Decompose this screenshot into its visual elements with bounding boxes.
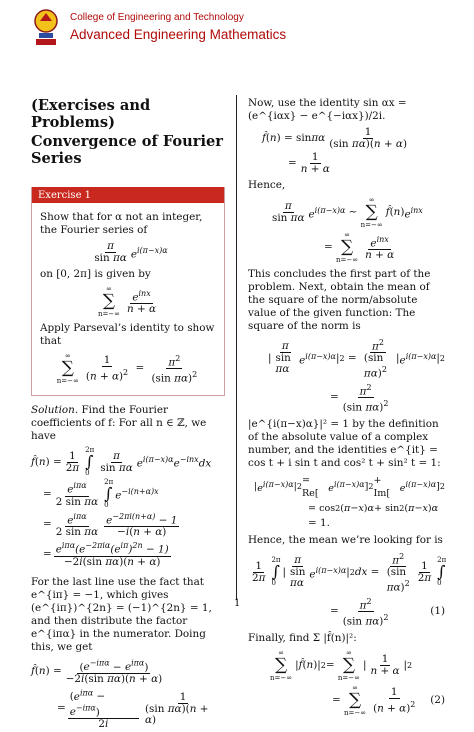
paragraph-last-line: For the last line use the fact that e^{iπ} = −1, which gives (e^{iπ})^{2n} = (−1)^{2n} = 1, and then distribute the factor e^{iπα} in the numerator. Doing this, we get — [31, 575, 212, 653]
course-name: Advanced Engineering Mathematics — [70, 27, 287, 42]
coefficient-line-4: = $\frac{e^{i\pi\alpha}(e^{-2\pi i\alpha}(e^{i\pi})^{2n} - 1)}{\text{−2i(sin πα)(n + α)}}$ — [43, 541, 169, 568]
norm-line-2: = $\frac{\pi^2}{(\sin \pi\alpha)^2}$ — [330, 382, 389, 414]
exercise-text-1: Show that for α not an integer, the Fourier series of — [40, 211, 203, 236]
mean-paragraph: Hence, the mean we’re looking for is — [248, 533, 443, 546]
abs-line-2: = cos 2 ( π − x ) α + sin 2 ( π − x ) α — [308, 502, 439, 514]
equation-parseval: ∞ ∑ n=−∞ $\frac{1}{(n + \alpha)^2}$ = $\frac{\pi^2}{(\sin \pi\alpha)^2}$ — [56, 352, 198, 385]
coefficient-result-1: f̂ ( n ) = $\frac{(e^{-i\pi\alpha} - e^{i\pi\alpha})}{\text{−2i(sin πα)(n + α)}}$ — [31, 658, 163, 686]
coefficient-line-1: f̂ ( n ) = $\frac{1}{2\pi}$ 2π ∫ 0 $\frac{\pi}{\text{sin πα}}$ $e^{i(\pi-x)\alpha}e^{-inx}dx$ — [31, 446, 212, 477]
exercise-body — [32, 203, 224, 395]
title-line-2: Convergence of Fourier Series — [31, 133, 223, 167]
college-logo-icon — [30, 7, 62, 47]
equation-f: $\frac{\pi}{\text{sin πα}}$ $e^{i(\pi-x)\alpha}$ — [94, 240, 168, 264]
abs-line-3: = 1. — [308, 516, 330, 529]
exercise-text-2: on [0, 2π] is given by — [40, 268, 151, 280]
abs-line-1: | $e^{i(\pi-x)\alpha}$ | 2 = Re[ $e^{i(\pi-x)\alpha}$ ] 2 + Im[ $e^{i(\pi-x)\alpha}$ ] 2 — [254, 474, 445, 499]
college-name: College of Engineering and Technology — [70, 12, 244, 23]
page-header — [0, 0, 474, 60]
sum-line-1: ∞ ∑ n=−∞ | f̂ ( n )| 2 = ∞ ∑ n=−∞ | $\frac{1}{n + \alpha}$ | 2 — [270, 648, 413, 682]
exercise-tab: Exercise 1 — [32, 187, 224, 203]
hence-label: Hence, — [248, 179, 286, 191]
coefficient-result-2: = $\frac{(e^{i\pi\alpha} - e^{-i\pi\alpha})}{2i}$ $\frac{1}{\text{(sin πα)(n + α)}}$ — [57, 688, 209, 731]
sum-line-2: = ∞ ∑ n=−∞ $\frac{1}{(n + \alpha)^2}$ (2) — [332, 683, 445, 717]
norm-line-1: | $\frac{\pi}{\text{sin πα}}$ $e^{i(\pi-x)\alpha}$ | 2 = $\frac{\pi^2}{(\sin \pi\alpha)^2}$ | $e^{i(\pi-x)\alpha}$ | 2 — [268, 338, 445, 380]
result-line-1: f̂ ( n ) = sin πα $\frac{1}{\text{(sin πα)(n + α)}}$ — [262, 126, 407, 150]
column-divider — [236, 95, 237, 600]
norm-paragraph: This concludes the first part of the problem. Next, obtain the mean of the square of the norm/absolute value of the given function: The square of the norm is — [248, 268, 431, 332]
equation-series: ∞ ∑ n=−∞ $\frac{e^{inx}}{n + \alpha}$ — [97, 285, 157, 318]
exercise-text-3: Apply Parseval’s identity to show that — [40, 322, 215, 347]
page-number: 1 — [234, 598, 241, 609]
right-column — [248, 95, 445, 719]
absolute-value-paragraph: |e^{i(π−x)α}|² = 1 by the definition of the absolute value of a complex number, and the identities e^{it} = cos t + i sin t and cos² t + sin² t = 1: — [248, 417, 441, 469]
finally-paragraph: Finally, find Σ |f̂(n)|²: — [248, 631, 357, 644]
equation-number-1: (1) — [430, 605, 445, 618]
exercise-box — [31, 187, 225, 396]
title-line-1: (Exercises and Problems) — [31, 97, 151, 131]
mean-line-2: = $\frac{\pi^2}{(\sin \pi\alpha)^2}$ (1) — [330, 596, 445, 628]
coefficient-line-2: = $\frac{e^{i\pi\alpha}}{\text{2 sin πα}}$ 2π ∫ 0 $e^{-i(n+\alpha)x}$ — [43, 478, 159, 509]
identity-paragraph: Now, use the identity sin αx = (e^{iαx} − e^{−iαx})/2i. — [248, 97, 407, 122]
result-line-2: = $\frac{1}{n + \alpha}$ — [288, 151, 330, 175]
mean-line-1: $\frac{1}{2\pi}$ 2π ∫ 0 | $\frac{\pi}{\text{sin πα}}$ $e^{i(\pi-x)\alpha}$ | 2 dx = $\frac{\pi^2}{(\sin \pi\alpha)^2}$ $\frac{1}{2\pi}$ 2π ∫ 0 — [252, 551, 447, 594]
series-equivalence-2: = ∞ ∑ n=−∞ $\frac{e^{inx}}{n + \alpha}$ — [324, 231, 395, 264]
solution-paragraph: Solution. Find the Fourier coefficients of f: For all n ∈ ℤ, we have — [31, 404, 207, 442]
left-column — [31, 95, 225, 732]
coefficient-line-3: = $\frac{e^{i\pi\alpha}}{\text{2 sin πα}}$ $\frac{e^{-2\pi i(n+\alpha)} - 1}{-i(n + \alpha)}$ — [43, 512, 178, 539]
series-equivalence: $\frac{\pi}{\text{sin πα}}$ $e^{i(\pi-x)\alpha}$ ∼ ∞ ∑ n=−∞ f̂ ( n ) $e^{inx}$ — [272, 196, 423, 229]
equation-number-2: (2) — [430, 693, 445, 706]
